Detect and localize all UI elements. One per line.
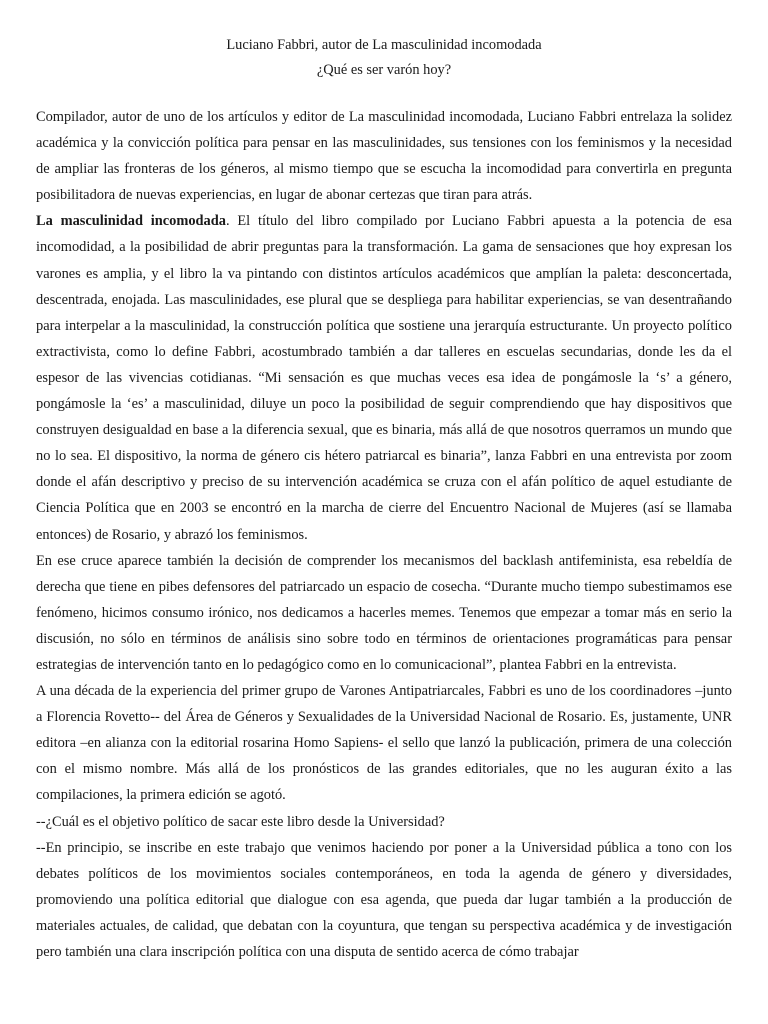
paragraph-intro: Compilador, autor de uno de los artículos y editor de La masculinidad incomodada, Luciano Fabbri entrelaza la solidez académica y la convicción política para pensar en las masculinidades, sus tensiones con los feminismos y la necesidad de ampliar las fronteras de los géneros, al mismo tiempo que se escucha la incomodidad para convertirla en pregunta posibilitadora de nuevas experiencias, en lugar de abonar certezas que tiran para atrás. [36,109,732,204]
interview-question: --¿Cuál es el objetivo político de sacar este libro desde la Universidad? [36,813,445,830]
document-subtitle: ¿Qué es ser varón hoy? [316,62,452,78]
article-body [36,104,732,965]
document-title: Luciano Fabbri, autor de La masculinidad incomodada [226,37,542,53]
paragraph-backlash: En ese cruce aparece también la decisión de comprender los mecanismos del backlash antifeminista, esa rebeldía de derecha que tiene en pibes defensores del patriarcado un espacio de cosecha. “Durante mucho tiempo subestimamos ese fenómeno, hicimos consumo irónico, nos dedicamos a hacerles memes. Tenemos que empezar a tomar más en serio la discusión, no sólo en términos de análisis sino sobre todo en términos de orientaciones programáticas para pensar estrategias de intervención tanto en lo pedagógico como en lo comunicacional”, plantea Fabbri en la entrevista. [36,552,732,673]
book-title-bold: La masculinidad incomodada [36,213,226,230]
interview-answer: --En principio, se inscribe en este trabajo que venimos haciendo por poner a la Universidad pública a tono con los debates políticos de los movimientos sociales contemporáneos, en toda la agenda de género y diversidades, promoviendo una política editorial que dialogue con esa agenda, que pueda dar lugar también a la producción de materiales actuales, de calidad, que debatan con la coyuntura, que tengan su perspectiva académica y de investigación pero también una clara inscripción política con una disputa de sentido acerca de cómo trabajar [36,839,732,960]
paragraph-book [36,208,732,547]
paragraph-book-text: . El título del libro compilado por Luciano Fabbri apuesta a la potencia de esa incomodidad, a la posibilidad de abrir preguntas para la transformación. La gama de sensaciones que hoy expresan los varones es amplia, y el libro la va pintando con distintos artículos académicos que amplían la paleta: desconcertada, descentrada, enojada. Las masculinidades, ese plural que se despliega para habilitar experiencias, se van desentrañando para interpelar a la masculinidad, la construcción política que sostiene una jerarquía estructurante. Un proyecto político extractivista, como lo define Fabbri, acostumbrado también a dar talleres en escuelas secundarias, donde les da el espesor de las vivencias cotidianas. “Mi sensación es que muchas veces esa idea de pongámosle la ‘s’ a género, pongámosle la ‘es’ a masculinidad, diluye un poco la posibilidad de seguir comprendiendo que hay dispositivos que construyen desigualdad en base a la diferencia sexual, que es binaria, más allá de que nosotros querramos un mundo que no lo sea. El dispositivo, la norma de género cis hétero patriarcal es binaria”, lanza Fabbri en una entrevista por zoom donde el afán descriptivo y preciso de su intervención académica se cruza con el afán político de aquel estudiante de Ciencia Política que en 2003 se encontró en la marcha de cierre del Encuentro Nacional de Mujeres (así se llamaba entonces) de Rosario, y abrazó los feminismos. [36,213,733,543]
paragraph-decade: A una década de la experiencia del primer grupo de Varones Antipatriarcales, Fabbri es uno de los coordinadores –junto a Florencia Rovetto-- del Área de Géneros y Sexualidades de la Universidad Nacional de Rosario. Es, justamente, UNR editora –en alianza con la editorial rosarina Homo Sapiens- el sello que lanzó la publicación, primera de una colección con el mismo nombre. Más allá de los pronósticos de las grandes editoriales, que no les auguran éxito a las compilaciones, la primera edición se agotó. [36,683,732,804]
